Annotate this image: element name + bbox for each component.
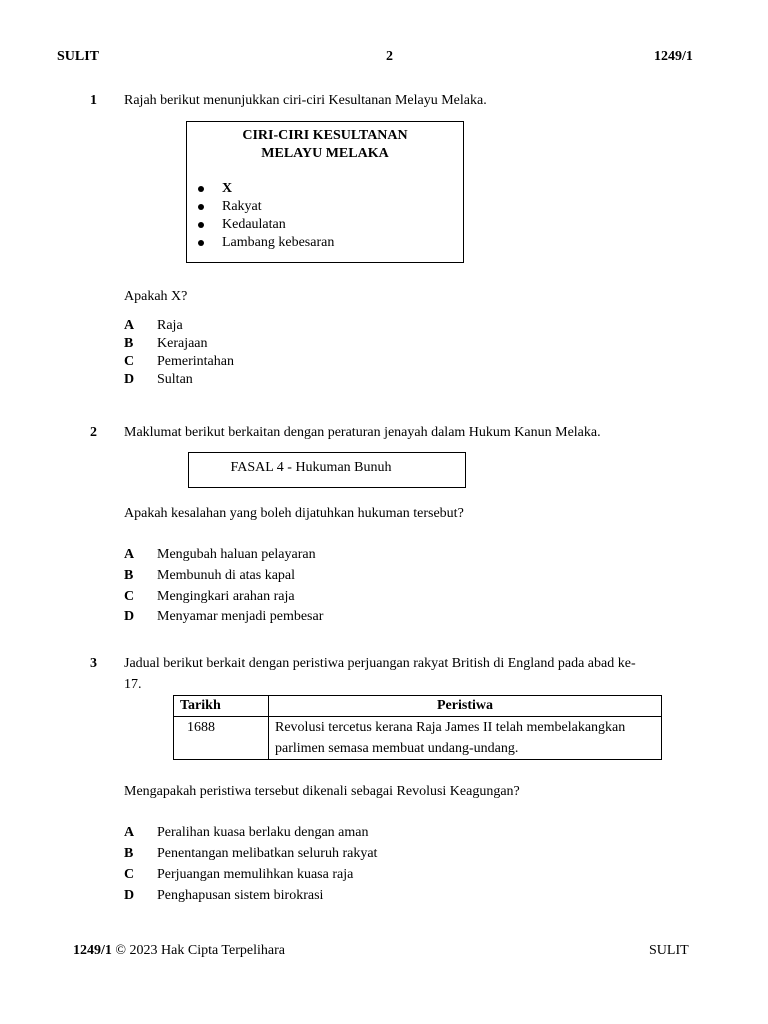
- q3-option-b-text: Penentangan melibatkan seluruh rakyat: [157, 846, 378, 861]
- q1-option-a-text: Raja: [157, 318, 183, 333]
- page-number: 2: [386, 49, 393, 64]
- q2-option-b-text: Membunuh di atas kapal: [157, 568, 296, 583]
- q1-question: Apakah X?: [124, 289, 188, 304]
- q3-option-d-letter: D: [124, 888, 135, 903]
- q2-option-a-letter: A: [124, 547, 135, 562]
- q1-option-d-letter: D: [124, 372, 135, 387]
- q3-option-c-letter: C: [124, 867, 135, 882]
- table-header-row: [174, 696, 662, 717]
- footer-classification: SULIT: [649, 943, 689, 958]
- q1-number: 1: [90, 93, 97, 108]
- q2-option-d-text: Menyamar menjadi pembesar: [157, 609, 324, 624]
- q1-option-b-text: Kerajaan: [157, 336, 208, 351]
- footer-copyright-line: [73, 942, 285, 960]
- q2-box-text: FASAL 4 - Hukuman Bunuh: [230, 460, 392, 475]
- q2-option-c-letter: C: [124, 589, 135, 604]
- q1-item: Kedaulatan: [222, 217, 286, 232]
- q3-question: Mengapakah peristiwa tersebut dikenali sebagai Revolusi Keagungan?: [124, 784, 520, 799]
- q3-option-c-text: Perjuangan memulihkan kuasa raja: [157, 867, 354, 882]
- q1-option-a-letter: A: [124, 318, 135, 333]
- q3-option-a-letter: A: [124, 825, 135, 840]
- table-cell-date: 1688: [174, 717, 269, 760]
- q3-stem-line1: Jadual berikut berkait dengan peristiwa perjuangan rakyat British di England pada abad ke-: [124, 656, 636, 671]
- q1-box-title-line2: MELAYU MELAKA: [261, 146, 389, 161]
- q2-option-b-letter: B: [124, 568, 134, 583]
- q3-event-table: [173, 695, 662, 760]
- bullet-icon: [198, 204, 204, 210]
- q1-option-b-letter: B: [124, 336, 134, 351]
- q2-option-a-text: Mengubah haluan pelayaran: [157, 547, 316, 562]
- q3-stem-line2: 17.: [124, 677, 142, 692]
- footer-paper-code: 1249/1: [73, 943, 112, 958]
- q1-stem: Rajah berikut menunjukkan ciri-ciri Kesultanan Melayu Melaka.: [124, 93, 487, 108]
- table-cell-event: [269, 717, 662, 760]
- q1-item: Lambang kebesaran: [222, 235, 335, 250]
- q2-number: 2: [90, 425, 97, 440]
- q2-option-c-text: Mengingkari arahan raja: [157, 589, 295, 604]
- q1-item-x: X: [222, 181, 233, 196]
- q2-stem: Maklumat berikut berkaitan dengan peraturan jenayah dalam Hukum Kanun Melaka.: [124, 425, 601, 440]
- header-classification: SULIT: [57, 49, 100, 64]
- q1-option-d-text: Sultan: [157, 372, 193, 387]
- table-cell-event-line2: parlimen semasa membuat undang-undang.: [275, 741, 519, 756]
- table-header-date: Tarikh: [174, 696, 269, 717]
- q1-item: Rakyat: [222, 199, 262, 214]
- table-header-event: Peristiwa: [269, 696, 662, 717]
- header-paper-code: 1249/1: [654, 49, 693, 64]
- table-row: [174, 717, 662, 760]
- q2-option-d-letter: D: [124, 609, 135, 624]
- q3-option-b-letter: B: [124, 846, 134, 861]
- q3-option-a-text: Peralihan kuasa berlaku dengan aman: [157, 825, 369, 840]
- footer-copyright: © 2023 Hak Cipta Terpelihara: [115, 943, 285, 958]
- bullet-icon: [198, 186, 204, 192]
- q2-question: Apakah kesalahan yang boleh dijatuhkan hukuman tersebut?: [124, 506, 464, 521]
- q1-option-c-letter: C: [124, 354, 135, 369]
- table-cell-event-line1: Revolusi tercetus kerana Raja James II telah membelakangkan: [275, 720, 626, 735]
- q1-option-c-text: Pemerintahan: [157, 354, 234, 369]
- q3-option-d-text: Penghapusan sistem birokrasi: [157, 888, 324, 903]
- q1-box-title-line1: CIRI-CIRI KESULTANAN: [242, 128, 408, 143]
- q2-info-box: [188, 452, 466, 488]
- bullet-icon: [198, 222, 204, 228]
- bullet-icon: [198, 240, 204, 246]
- q1-characteristics-box: [186, 121, 464, 263]
- q3-number: 3: [90, 656, 97, 671]
